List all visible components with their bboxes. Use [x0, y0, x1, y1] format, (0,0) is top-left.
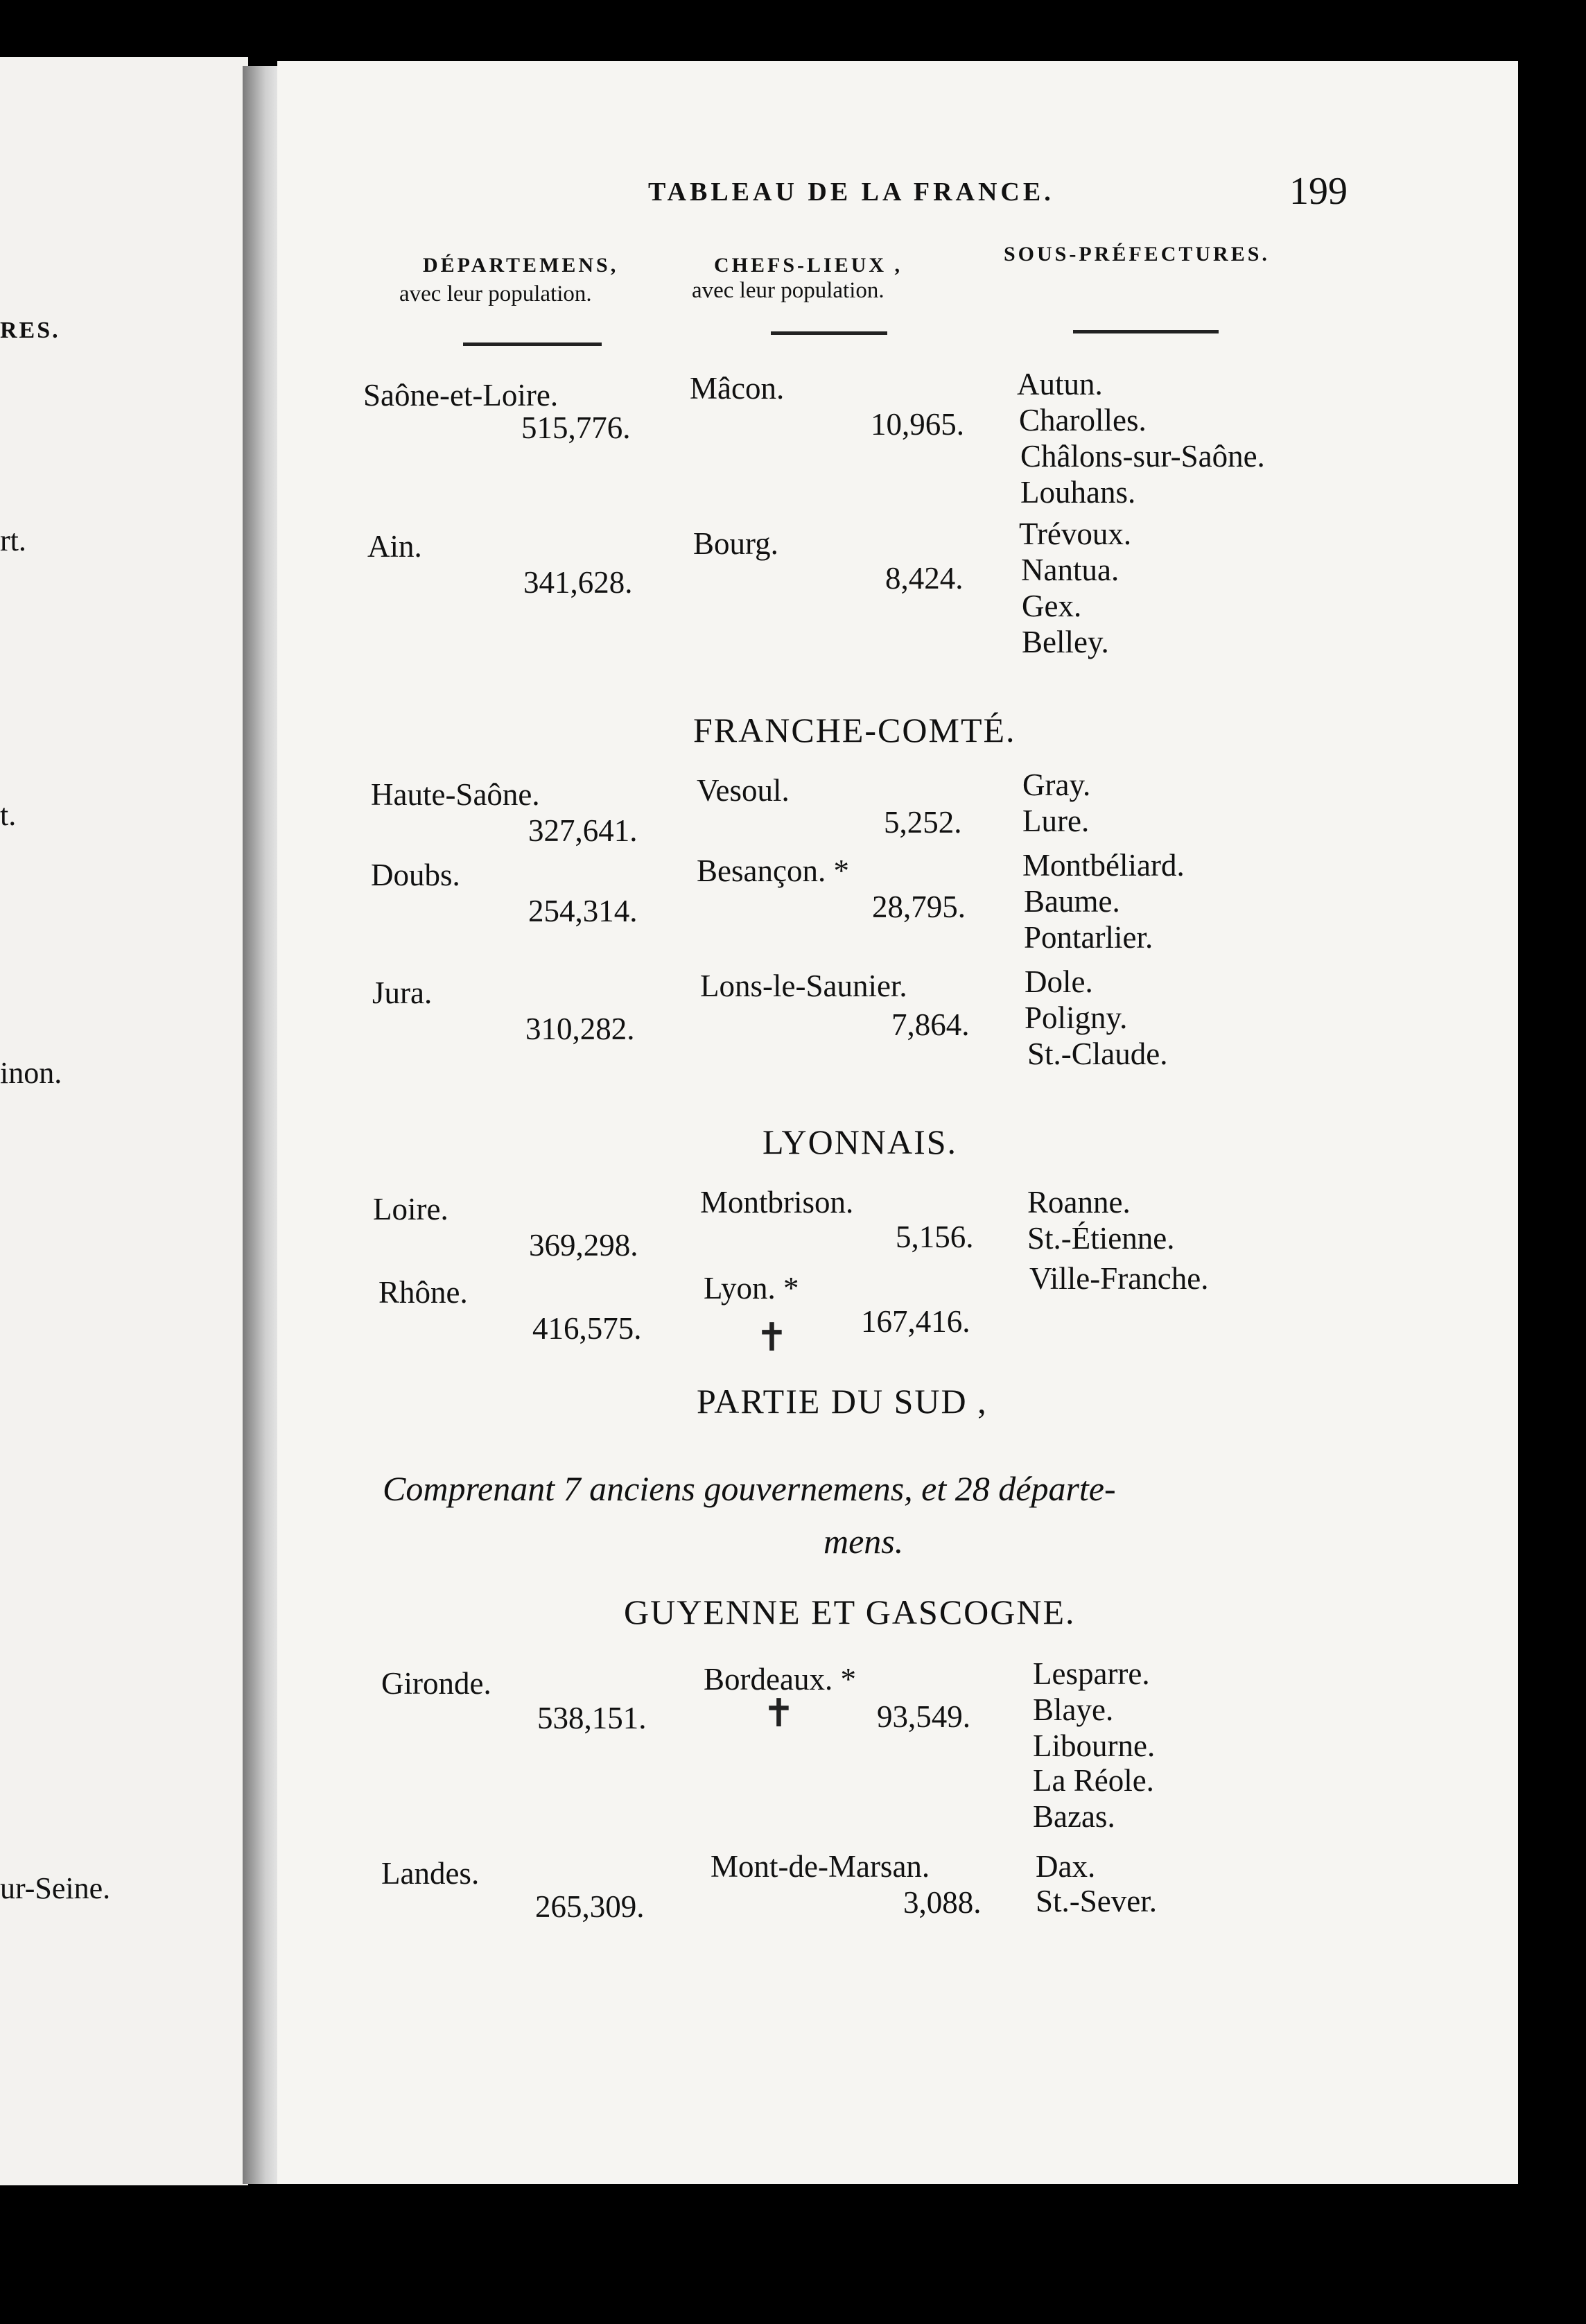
sous-prefecture: Lesparre. — [1033, 1656, 1150, 1691]
sous-prefecture: Roanne. — [1027, 1185, 1131, 1220]
sous-prefecture: Montbéliard. — [1022, 848, 1185, 883]
sous-prefecture: Libourne. — [1033, 1728, 1156, 1763]
chef-lieu-name: Lyon. * — [704, 1271, 799, 1306]
handwritten-cross-mark: ✝ — [756, 1317, 788, 1360]
column-subheader-departements: avec leur population. — [399, 281, 592, 306]
region-heading-franche-comte: FRANCHE-COMTÉ. — [693, 711, 1016, 749]
section-description: Comprenant 7 anciens gouvernemens, et 28 départe- — [383, 1469, 1116, 1508]
department-name: Jura. — [372, 975, 433, 1010]
left-fragment: rt. — [0, 523, 26, 557]
department-population: 538,151. — [537, 1701, 647, 1735]
department-name: Ain. — [367, 529, 422, 564]
left-page-edge — [0, 57, 248, 2185]
page-title: TABLEAU DE LA FRANCE. — [648, 177, 1054, 207]
sous-prefecture: Belley. — [1022, 625, 1109, 659]
column-subheader-chefs-lieux: avec leur population. — [692, 278, 885, 303]
left-fragment: inon. — [0, 1056, 62, 1090]
sous-prefecture: St.-Claude. — [1027, 1037, 1168, 1071]
chef-lieu-name: Mâcon. — [690, 371, 785, 406]
chef-lieu-population: 8,424. — [885, 561, 964, 596]
sous-prefecture: Charolles. — [1019, 403, 1147, 437]
department-name: Haute-Saône. — [371, 777, 540, 812]
left-fragment: RES. — [0, 318, 60, 343]
chef-lieu-population: 10,965. — [871, 407, 964, 442]
sous-prefecture: Pontarlier. — [1024, 920, 1153, 955]
sous-prefecture: Trévoux. — [1019, 517, 1132, 551]
section-description-continued: mens. — [824, 1522, 904, 1561]
chef-lieu-population: 5,252. — [884, 805, 962, 840]
department-population: 310,282. — [525, 1012, 635, 1046]
department-name: Loire. — [373, 1192, 448, 1226]
sous-prefecture: St.-Sever. — [1036, 1884, 1157, 1918]
sous-prefecture: St.-Étienne. — [1027, 1221, 1175, 1256]
chef-lieu-name: Bourg. — [693, 526, 778, 561]
department-population: 369,298. — [529, 1228, 638, 1263]
column-rule — [771, 331, 887, 335]
sous-prefecture: Baume. — [1024, 884, 1120, 919]
department-name: Doubs. — [371, 858, 460, 892]
department-population: 341,628. — [523, 565, 633, 600]
sous-prefecture: Gex. — [1022, 589, 1082, 623]
region-heading-partie-du-sud: PARTIE DU SUD , — [697, 1382, 988, 1421]
sous-prefecture: Ville-Franche. — [1029, 1261, 1209, 1296]
chef-lieu-name: Vesoul. — [697, 773, 790, 808]
column-header-departements: DÉPARTEMENS, — [423, 254, 619, 277]
sous-prefecture: Poligny. — [1025, 1000, 1128, 1035]
department-name: Gironde. — [381, 1666, 491, 1701]
left-fragment: ur-Seine. — [0, 1871, 111, 1905]
chef-lieu-population: 5,156. — [896, 1220, 974, 1254]
chef-lieu-name: Montbrison. — [700, 1185, 854, 1220]
sous-prefecture: Dax. — [1036, 1849, 1096, 1884]
page-number: 199 — [1289, 170, 1348, 213]
chef-lieu-population: 7,864. — [891, 1007, 970, 1042]
chef-lieu-name: Bordeaux. * — [704, 1662, 856, 1697]
department-population: 265,309. — [535, 1889, 645, 1924]
sous-prefecture: Louhans. — [1020, 475, 1136, 510]
sous-prefecture: Lure. — [1022, 804, 1090, 838]
handwritten-cross-mark: ✝ — [762, 1692, 795, 1735]
department-population: 515,776. — [521, 410, 631, 445]
sous-prefecture: Dole. — [1025, 964, 1093, 999]
sous-prefecture: Blaye. — [1033, 1692, 1114, 1727]
chef-lieu-population: 93,549. — [877, 1699, 970, 1734]
sous-prefecture: Autun. — [1017, 367, 1103, 401]
department-population: 327,641. — [528, 813, 638, 848]
left-fragment: t. — [0, 798, 17, 832]
column-rule — [1073, 330, 1219, 333]
region-heading-lyonnais: LYONNAIS. — [762, 1122, 958, 1161]
department-population: 416,575. — [532, 1311, 642, 1346]
column-rule — [463, 342, 602, 346]
column-header-sous-prefectures: SOUS-PRÉFECTURES. — [1004, 243, 1270, 266]
sous-prefecture: Bazas. — [1033, 1799, 1115, 1834]
column-header-chefs-lieux: CHEFS-LIEUX , — [714, 254, 903, 277]
chef-lieu-name: Lons-le-Saunier. — [700, 969, 907, 1003]
chef-lieu-name: Besançon. * — [697, 853, 849, 888]
department-name: Saône-et-Loire. — [363, 378, 559, 413]
department-name: Rhône. — [378, 1275, 468, 1310]
chef-lieu-population: 3,088. — [903, 1885, 982, 1920]
sous-prefecture: Gray. — [1022, 768, 1091, 802]
sous-prefecture: La Réole. — [1033, 1763, 1154, 1798]
sous-prefecture: Châlons-sur-Saône. — [1020, 439, 1265, 474]
department-name: Landes. — [381, 1856, 480, 1891]
department-population: 254,314. — [528, 894, 638, 928]
chef-lieu-name: Mont-de-Marsan. — [711, 1849, 930, 1884]
sous-prefecture: Nantua. — [1021, 553, 1119, 587]
chef-lieu-population: 167,416. — [861, 1304, 970, 1339]
region-heading-guyenne: GUYENNE ET GASCOGNE. — [624, 1593, 1076, 1631]
chef-lieu-population: 28,795. — [872, 890, 966, 924]
